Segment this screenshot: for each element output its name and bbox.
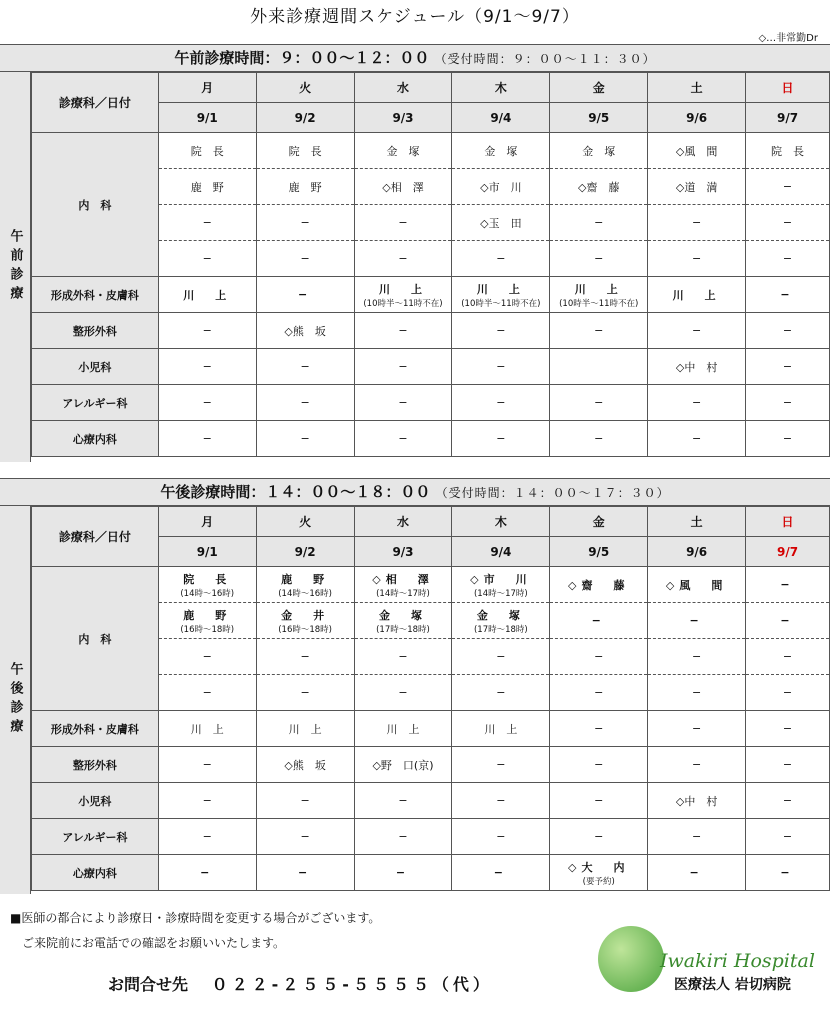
schedule-cell: [354, 277, 452, 313]
schedule-cell: −: [746, 313, 830, 349]
doctor-name: 川 上: [183, 288, 232, 302]
time-note: (10時半〜11時不在): [461, 298, 541, 309]
date-header: 9/7: [746, 537, 830, 567]
department-label: 小児科: [32, 783, 159, 819]
time-note: (14時〜16時): [180, 588, 235, 599]
schedule-cell: [158, 603, 256, 639]
schedule-cell: −: [648, 711, 746, 747]
schedule-cell: −: [354, 205, 452, 241]
am-hours-title: 午前診療時間：９：００〜１２：００: [174, 49, 430, 67]
doctor-name: ◇齋 藤: [568, 578, 630, 592]
pm-section-header: [0, 478, 830, 506]
schedule-cell: [354, 567, 452, 603]
schedule-cell: [452, 603, 550, 639]
schedule-cell: 鹿 野: [256, 169, 354, 205]
schedule-cell: −: [354, 313, 452, 349]
schedule-cell: −: [158, 639, 256, 675]
logo-leaf-icon: [598, 926, 664, 992]
date-header: 9/1: [158, 537, 256, 567]
schedule-cell: −: [746, 783, 830, 819]
time-note: (17時〜18時): [376, 624, 430, 635]
doctor-name: 川 上: [378, 282, 427, 296]
doctor-name: −: [493, 866, 508, 879]
doctor-name: 川 上: [574, 282, 623, 296]
doctor-name: ◇風 間: [665, 578, 728, 592]
schedule-cell: −: [452, 241, 550, 277]
schedule-cell: −: [256, 639, 354, 675]
day-header: 木: [452, 507, 550, 537]
pm-side-label: 午後診療: [0, 506, 31, 894]
doctor-name: ◇相 澤: [372, 572, 434, 586]
date-header: 9/5: [550, 103, 648, 133]
schedule-cell: ◇齋 藤: [550, 169, 648, 205]
schedule-cell: −: [158, 819, 256, 855]
am-side-label: 午前診療: [0, 72, 31, 462]
am-section-header: [0, 44, 830, 72]
schedule-cell: −: [746, 711, 830, 747]
schedule-cell: −: [550, 241, 648, 277]
time-note: (16時〜18時): [278, 624, 332, 635]
notice-line-2: ご来院前にお電話での確認をお願いいたします。: [22, 936, 286, 950]
department-label: 心療内科: [32, 855, 159, 891]
date-header: 9/3: [354, 537, 452, 567]
schedule-cell: [158, 855, 256, 891]
schedule-cell: ◇中 村: [648, 783, 746, 819]
schedule-cell: −: [256, 819, 354, 855]
schedule-cell: [354, 603, 452, 639]
schedule-cell: −: [256, 675, 354, 711]
contact-phone: ０２２-２５５-５５５５（代）: [211, 975, 493, 994]
doctor-name: −: [780, 614, 795, 627]
date-header: 9/1: [158, 103, 256, 133]
am-schedule-section: [0, 44, 830, 464]
day-header: 火: [256, 73, 354, 103]
schedule-cell: −: [256, 421, 354, 457]
doctor-name: 川 上: [672, 288, 721, 302]
schedule-cell: −: [158, 349, 256, 385]
schedule-cell: 院 長: [256, 133, 354, 169]
schedule-cell: −: [158, 675, 256, 711]
schedule-cell: −: [354, 241, 452, 277]
date-header: 9/4: [452, 103, 550, 133]
schedule-cell: −: [158, 385, 256, 421]
schedule-cell: −: [648, 747, 746, 783]
day-header: 土: [648, 507, 746, 537]
pm-hours-title: 午後診療時間：１４：００〜１８：００: [160, 483, 431, 501]
doctor-name: −: [200, 866, 215, 879]
doctor-name: −: [298, 866, 313, 879]
schedule-cell: [648, 603, 746, 639]
schedule-cell: 院 長: [158, 133, 256, 169]
schedule-cell: [648, 855, 746, 891]
date-header: 9/2: [256, 537, 354, 567]
doctor-name: −: [689, 614, 704, 627]
schedule-cell: −: [256, 783, 354, 819]
schedule-cell: −: [354, 783, 452, 819]
day-header: 金: [550, 507, 648, 537]
schedule-cell: −: [550, 639, 648, 675]
schedule-cell: −: [746, 747, 830, 783]
time-note: (14時〜17時): [376, 588, 430, 599]
schedule-cell: −: [746, 421, 830, 457]
doctor-name: 鹿 野: [183, 608, 232, 622]
schedule-cell: 金 塚: [550, 133, 648, 169]
schedule-cell: −: [452, 783, 550, 819]
schedule-cell: [158, 567, 256, 603]
department-label: アレルギー科: [32, 819, 159, 855]
schedule-cell: −: [550, 313, 648, 349]
schedule-cell: [648, 277, 746, 313]
doctor-name: 鹿 野: [281, 572, 330, 586]
schedule-cell: −: [746, 639, 830, 675]
schedule-cell: ◇熊 坂: [256, 313, 354, 349]
schedule-cell: −: [550, 747, 648, 783]
pm-reception-hours: （受付時間：１４：００〜１７：３０）: [435, 486, 670, 500]
department-label: 形成外科・皮膚科: [32, 711, 159, 747]
time-note: (10時半〜11時不在): [559, 298, 639, 309]
time-note: (14時〜16時): [278, 588, 332, 599]
department-label: 内 科: [32, 567, 159, 711]
schedule-cell: [746, 603, 830, 639]
schedule-cell: [354, 855, 452, 891]
schedule-cell: −: [648, 421, 746, 457]
schedule-cell: [746, 277, 830, 313]
schedule-cell: −: [158, 783, 256, 819]
day-header: 土: [648, 73, 746, 103]
schedule-cell: 川 上: [452, 711, 550, 747]
hospital-logo: [598, 922, 818, 1002]
schedule-cell: −: [746, 675, 830, 711]
schedule-cell: −: [452, 675, 550, 711]
schedule-cell: [648, 567, 746, 603]
day-header: 日: [746, 507, 830, 537]
logo-english-name: Iwakiri Hospital: [660, 950, 815, 972]
date-header: 9/7: [746, 103, 830, 133]
schedule-cell: [746, 567, 830, 603]
doctor-name: −: [298, 288, 313, 301]
schedule-cell: 金 塚: [452, 133, 550, 169]
notice-line-1: ■医師の都合により診療日・診療時間を変更する場合がございます。: [10, 911, 381, 925]
contact-label: お問合せ先: [108, 975, 189, 994]
department-label: アレルギー科: [32, 385, 159, 421]
schedule-cell: 鹿 野: [158, 169, 256, 205]
schedule-cell: −: [158, 313, 256, 349]
date-header: 9/6: [648, 537, 746, 567]
schedule-cell: −: [648, 675, 746, 711]
schedule-cell: −: [550, 421, 648, 457]
schedule-cell: 金 塚: [354, 133, 452, 169]
doctor-name: −: [780, 578, 795, 591]
doctor-name: 院 長: [183, 572, 232, 586]
schedule-cell: −: [354, 349, 452, 385]
schedule-cell: [550, 349, 648, 385]
logo-japanese-name: 医療法人 岩切病院: [674, 977, 791, 993]
doctor-name: 金 井: [281, 608, 330, 622]
department-label: 整形外科: [32, 747, 159, 783]
schedule-cell: −: [158, 421, 256, 457]
schedule-cell: −: [256, 349, 354, 385]
schedule-cell: [550, 277, 648, 313]
department-label: 内 科: [32, 133, 159, 277]
schedule-cell: −: [648, 639, 746, 675]
schedule-cell: −: [158, 747, 256, 783]
schedule-cell: [550, 603, 648, 639]
schedule-cell: [256, 277, 354, 313]
time-note: (要予約): [582, 876, 615, 887]
schedule-cell: −: [746, 349, 830, 385]
schedule-cell: −: [746, 819, 830, 855]
time-note: (14時〜17時): [473, 588, 528, 599]
schedule-cell: [256, 603, 354, 639]
dept-date-header: 診療科／日付: [32, 73, 159, 133]
schedule-cell: ◇熊 坂: [256, 747, 354, 783]
am-reception-hours: （受付時間：９：００〜１１：３０）: [434, 52, 656, 66]
day-header: 木: [452, 73, 550, 103]
schedule-cell: −: [452, 349, 550, 385]
schedule-cell: [550, 855, 648, 891]
schedule-cell: 川 上: [256, 711, 354, 747]
schedule-cell: 川 上: [158, 711, 256, 747]
schedule-cell: −: [648, 385, 746, 421]
doctor-name: −: [689, 866, 704, 879]
schedule-cell: ◇相 澤: [354, 169, 452, 205]
day-header: 日: [746, 73, 830, 103]
schedule-cell: −: [354, 819, 452, 855]
day-header: 月: [158, 507, 256, 537]
pm-schedule-section: [0, 478, 830, 896]
schedule-cell: 川 上: [354, 711, 452, 747]
schedule-cell: −: [452, 747, 550, 783]
dept-date-header: 診療科／日付: [32, 507, 159, 567]
legend-note: ◇…非常勤Dr: [758, 33, 818, 44]
time-note: (16時〜18時): [180, 624, 235, 635]
doctor-name: 川 上: [476, 282, 525, 296]
date-header: 9/4: [452, 537, 550, 567]
department-label: 小児科: [32, 349, 159, 385]
am-schedule-table: [31, 72, 830, 457]
doctor-name: −: [591, 614, 606, 627]
schedule-cell: −: [256, 241, 354, 277]
day-header: 月: [158, 73, 256, 103]
page-title: 外来診療週間スケジュール（9/1〜9/7）: [250, 7, 580, 27]
schedule-cell: −: [452, 639, 550, 675]
schedule-cell: −: [550, 205, 648, 241]
schedule-cell: [256, 567, 354, 603]
schedule-cell: −: [550, 783, 648, 819]
schedule-cell: ◇風 間: [648, 133, 746, 169]
schedule-cell: −: [354, 675, 452, 711]
date-header: 9/6: [648, 103, 746, 133]
doctor-name: 金 塚: [476, 608, 525, 622]
schedule-cell: −: [648, 241, 746, 277]
time-note: (10時半〜11時不在): [363, 298, 443, 309]
schedule-cell: [158, 277, 256, 313]
schedule-cell: −: [158, 205, 256, 241]
schedule-cell: −: [746, 241, 830, 277]
day-header: 水: [354, 73, 452, 103]
doctor-name: ◇市 川: [470, 572, 532, 586]
schedule-cell: −: [452, 313, 550, 349]
schedule-cell: −: [354, 385, 452, 421]
doctor-name: 金 塚: [379, 608, 427, 622]
date-header: 9/3: [354, 103, 452, 133]
schedule-cell: −: [452, 819, 550, 855]
day-header: 火: [256, 507, 354, 537]
department-label: 整形外科: [32, 313, 159, 349]
schedule-cell: −: [550, 385, 648, 421]
schedule-cell: [452, 277, 550, 313]
pm-schedule-table: [31, 506, 830, 891]
schedule-cell: −: [746, 205, 830, 241]
schedule-cell: ◇中 村: [648, 349, 746, 385]
schedule-cell: −: [648, 313, 746, 349]
schedule-cell: −: [452, 385, 550, 421]
doctor-name: ◇大 内: [568, 860, 630, 874]
department-label: 形成外科・皮膚科: [32, 277, 159, 313]
schedule-cell: ◇野 口(京): [354, 747, 452, 783]
schedule-cell: −: [256, 385, 354, 421]
schedule-cell: −: [746, 169, 830, 205]
schedule-cell: −: [354, 639, 452, 675]
schedule-cell: −: [648, 819, 746, 855]
schedule-cell: [746, 855, 830, 891]
schedule-cell: ◇市 川: [452, 169, 550, 205]
contact-info: [108, 972, 493, 995]
schedule-cell: −: [648, 205, 746, 241]
schedule-cell: −: [550, 675, 648, 711]
day-header: 金: [550, 73, 648, 103]
schedule-cell: −: [354, 421, 452, 457]
schedule-cell: [452, 855, 550, 891]
schedule-cell: [452, 567, 550, 603]
schedule-cell: ◇玉 田: [452, 205, 550, 241]
schedule-cell: −: [550, 711, 648, 747]
date-header: 9/2: [256, 103, 354, 133]
schedule-cell: −: [158, 241, 256, 277]
schedule-cell: −: [256, 205, 354, 241]
schedule-cell: [256, 855, 354, 891]
day-header: 水: [354, 507, 452, 537]
schedule-cell: [550, 567, 648, 603]
doctor-name: −: [395, 866, 411, 879]
department-label: 心療内科: [32, 421, 159, 457]
date-header: 9/5: [550, 537, 648, 567]
schedule-cell: ◇道 満: [648, 169, 746, 205]
schedule-cell: −: [452, 421, 550, 457]
doctor-name: −: [780, 866, 795, 879]
schedule-cell: −: [746, 385, 830, 421]
schedule-cell: −: [550, 819, 648, 855]
doctor-name: −: [780, 288, 795, 301]
schedule-cell: 院 長: [746, 133, 830, 169]
time-note: (17時〜18時): [473, 624, 528, 635]
